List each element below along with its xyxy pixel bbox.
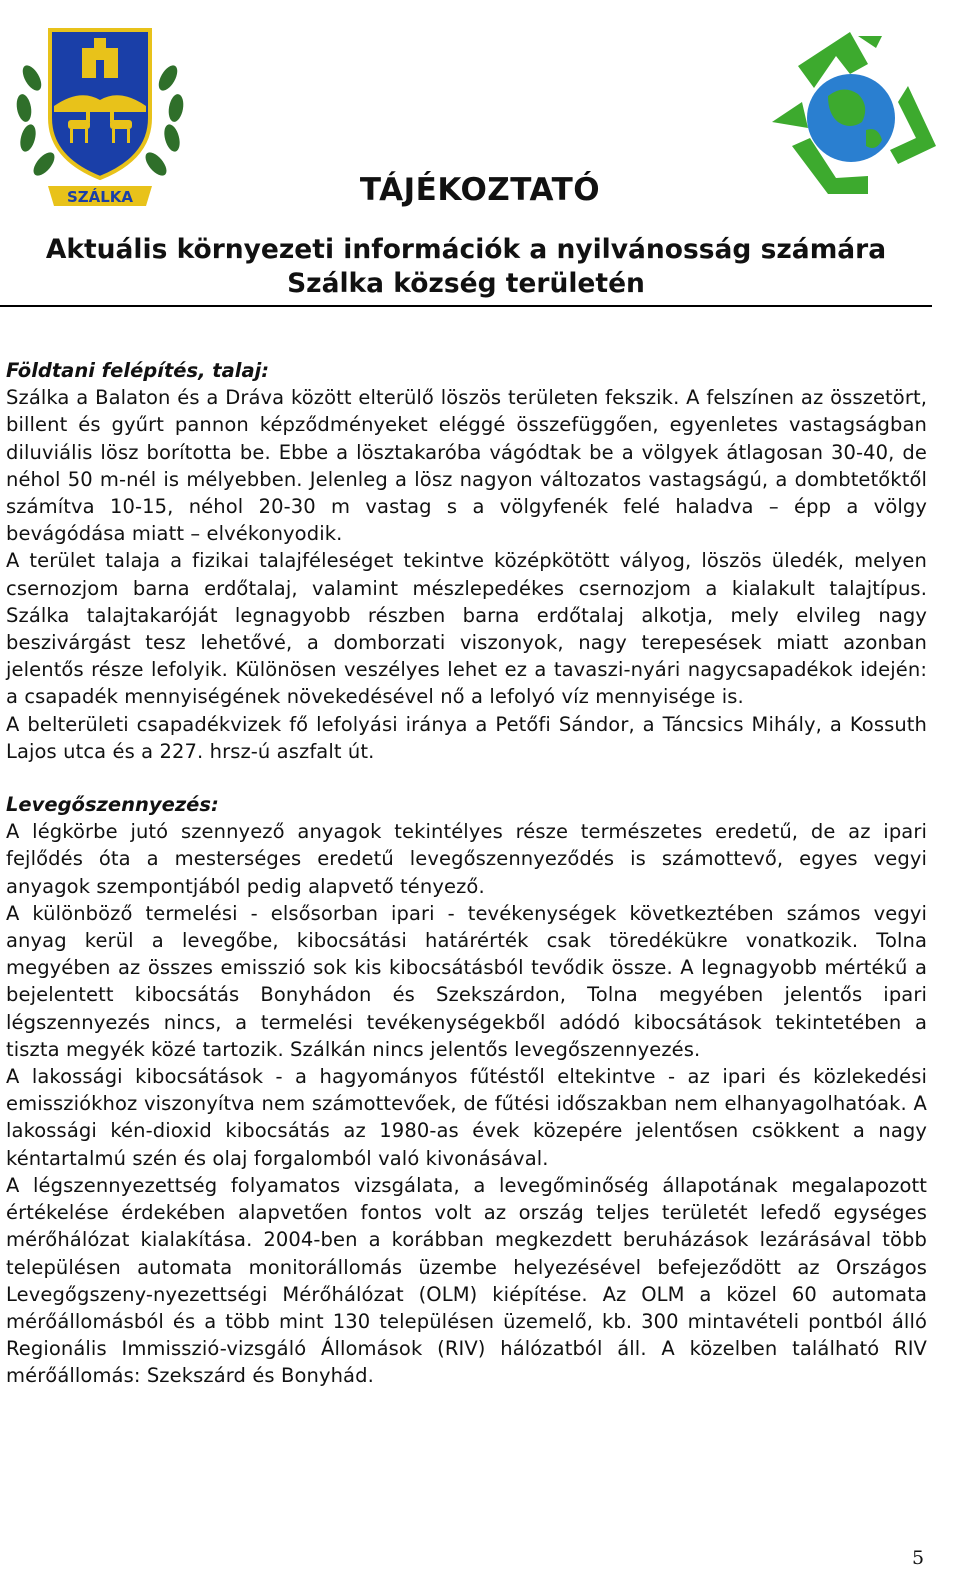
paragraph: A belterületi csapadékvizek fő lefolyási iránya a Petőfi Sándor, a Táncsics Mihály, a Kossuth Lajos utca és a 227. hrsz-ú aszfalt út. (6, 712, 927, 763)
section-air-pollution (6, 791, 927, 1389)
subtitle-line-1: Aktuális környezeti információk a nyilvánosság számára (45, 234, 887, 265)
document-title: TÁJÉKOZTATÓ (359, 172, 601, 208)
paragraph: A lakossági kibocsátások - a hagyományos fűtéstől eltekintve - az ipari és közlekedési emissziókhoz viszonyítva nem számottevőek, de fűtési időszakban nem elhanyagolhatóak. A lakossági kén-dioxid kibocsátás az 1980-as évek közepére jelentősen csökkent a nagy kéntartalmú szén és olaj forgalomból való kivonásával. (6, 1065, 927, 1170)
crest-caption: SZÁLKA (66, 188, 134, 206)
document-body (6, 357, 927, 1390)
section-soil (6, 357, 927, 765)
paragraph: A légkörbe jutó szennyező anyagok tekintélyes része természetes eredetű, de az ipari fejlődés óta a mesterséges eredetű levegőszennyeződés is számottevő, egyes vegyi anyagok szempontjából pedig alapvető tényező. (6, 820, 927, 898)
header-divider (0, 305, 932, 307)
paragraph: A légszennyezettség folyamatos vizsgálata, a levegőminőség állapotának megalapozott értékelése érdekében alapvetően fontos volt az ország teljes területét lefedő egységes mérőhálózat kialakítása. 2004-ben a korábban megkezdett beruházások lezárásával több településen automata monitorállomás üzembe helyezésével befejeződött az Országos Levegőgszeny-nyezettségi Mérőhálózat (OLM) kiépítése. Az OLM a közel 60 automata mérőállomásból és a több mint 130 településen üzemelő, kb. 300 mintavételi pontból álló Regionális Immisszió-vizsgáló Állomások (RIV) hálózatból áll. A közelben található RIV mérőállomás: Szekszárd és Bonyhád. (6, 1173, 927, 1388)
page-number: 5 (912, 1547, 925, 1569)
section-heading-soil: Földtani felépítés, talaj: (6, 359, 270, 382)
paragraph: A terület talaja a fizikai talajféleséget tekintve középkötött vályog, löszös üledék, melyen csernozjom barna erdőtalaj, valamint mészlepedékes csernozjom a kialakult talajtípus. Szálka talajtakaróját legnagyobb részben barna erdőtalaj alkotja, mely elvileg nagy beszivárgást tesz lehetővé, a domborzati viszonyok, nagy terepesések miatt azonban jelentős része lefolyik. Különösen veszélyes lehet ez a tavaszi-nyári nagycsapadékok idején: a csapadék mennyiségének növekedésével nő a lefolyó víz mennyisége is. (6, 549, 927, 709)
paragraph: Szálka a Balaton és a Dráva között elterülő löszös területen fekszik. A felszínen az összetört, billent és gyűrt pannon képződményeket eléggé összefüggően, egyenletes vastagságban diluviális lösz borította be. Ebbe a lösztakaróba vágódtak be a völgyek átlagosan 30-40, de néhol 50 m-nél is mélyebben. Jelenleg a lösz nagyon változatos vastagságú, a dombtetőktől számítva 10-15, néhol 20-30 m vastag s a völgyfenék felé haladva – épp a völgy bevágódása miatt – elvékonyodik. (6, 386, 927, 546)
section-heading-air-pollution: Levegőszennyezés: (6, 793, 219, 817)
subtitle-line-2: Szálka község területén (287, 268, 645, 299)
paragraph: A különböző termelési - elsősorban ipari - tevékenységek következtében számos vegyi anyag kerül a levegőbe, kibocsátási határérték csak töredékükre vonatkozik. Tolna megyében az összes emisszió sok kis kibocsátásból tevődik össze. A legnagyobb mértékű a bejelentett kibocsátás Bonyhádon és Szekszárdon, Tolna megyében jelentős ipari légszennyezés nincs, a termelési tevékenységekből adódó kibocsátások tekintetében a tiszta megyék közé tartozik. Szálkán nincs jelentős levegőszennyezés. (6, 901, 927, 1061)
section-spacer (6, 765, 927, 791)
